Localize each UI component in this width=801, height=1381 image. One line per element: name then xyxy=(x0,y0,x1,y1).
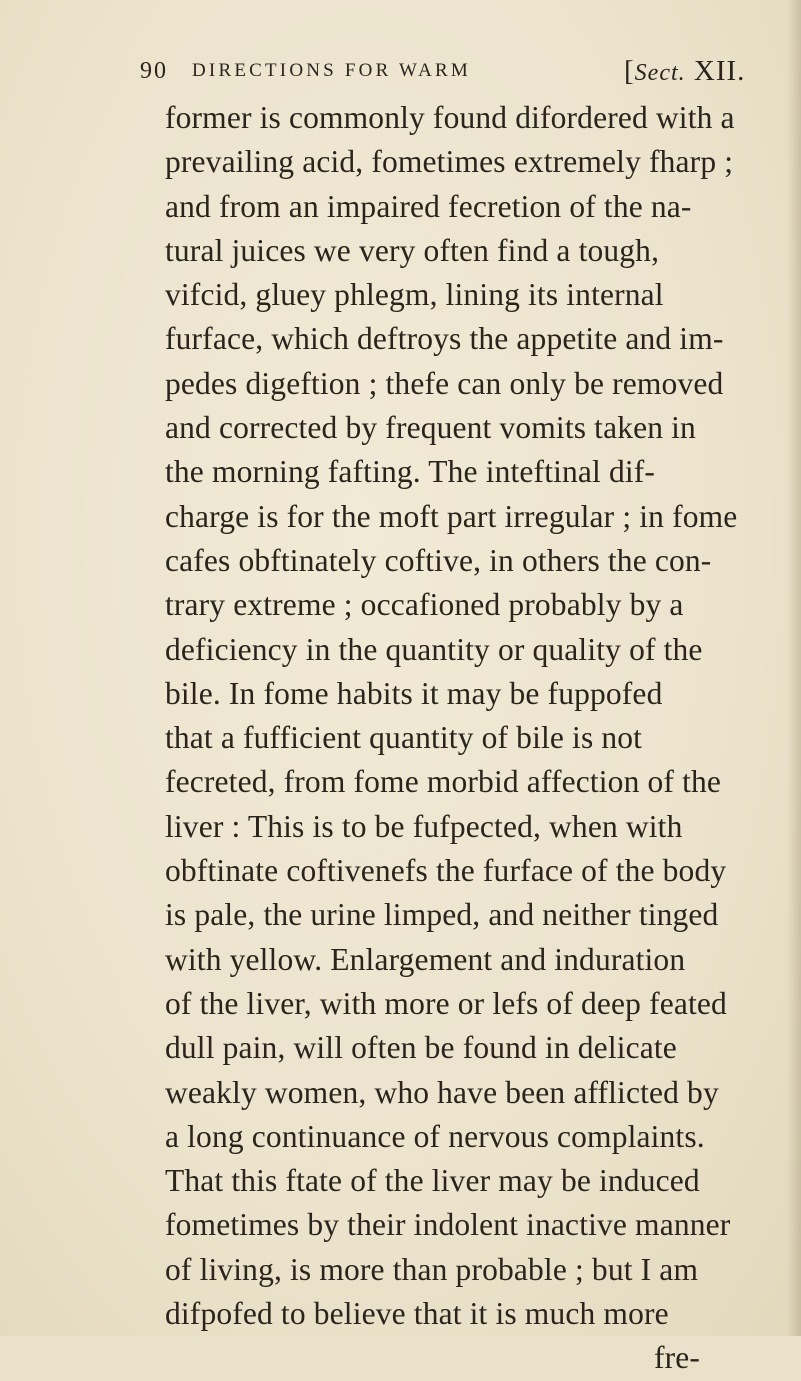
running-title: DIRECTIONS FOR WARM xyxy=(192,60,471,81)
section-bracket: [ xyxy=(624,55,635,87)
text-line: furface, which deftroys the appetite and im- xyxy=(165,321,724,357)
text-line: and from an impaired fecretion of the na- xyxy=(165,188,692,224)
text-line: bile. In fome habits it may be fuppofed xyxy=(165,675,663,711)
text-line: dull pain, will often be found in delicate xyxy=(165,1030,677,1066)
text-line: the morning fafting. The inteftinal dif- xyxy=(165,454,656,490)
text-line: liver : This is to be fufpected, when with xyxy=(165,808,683,844)
text-line: fecreted, from fome morbid affection of the xyxy=(165,764,722,800)
text-line: pedes digeftion ; thefe can only be removed xyxy=(165,365,724,401)
section-label xyxy=(624,55,745,88)
body-paragraph xyxy=(165,96,795,1381)
section-number: XII. xyxy=(685,55,746,87)
page-number: 90 xyxy=(140,58,168,84)
text-line: former is commonly found difordered with a xyxy=(165,100,735,135)
text-line: with yellow. Enlargement and induration xyxy=(165,941,686,977)
text-line: tural juices we very often find a tough, xyxy=(165,232,660,268)
text-line: of the liver, with more or lefs of deep feated xyxy=(165,985,727,1021)
text-line: prevailing acid, fometimes extremely fharp ; xyxy=(165,144,734,180)
text-line: is pale, the urine limped, and neither tinged xyxy=(165,897,719,933)
text-line: vifcid, gluey phlegm, lining its internal xyxy=(165,277,664,313)
section-abbrev: Sect. xyxy=(634,60,686,86)
text-line: weakly women, who have been afflicted by xyxy=(165,1074,719,1110)
text-line: charge is for the moft part irregular ; in fome xyxy=(165,498,738,534)
text-line: That this ftate of the liver may be induced xyxy=(165,1163,700,1199)
text-line: obftinate coftivenefs the furface of the body xyxy=(165,853,727,889)
text-line: and corrected by frequent vomits taken in xyxy=(165,410,696,446)
text-line: cafes obftinately coftive, in others the con- xyxy=(165,542,712,578)
text-line: that a fufficient quantity of bile is not xyxy=(165,720,643,756)
catchword: fre- xyxy=(653,1340,700,1376)
running-header xyxy=(140,55,771,98)
text-line: a long continuance of nervous complaints. xyxy=(165,1118,705,1154)
text-line: fometimes by their indolent inactive manner xyxy=(165,1207,731,1243)
text-line: deficiency in the quantity or quality of the xyxy=(165,631,703,667)
text-line: difpofed to believe that it is much more xyxy=(165,1296,669,1332)
text-line: of living, is more than probable ; but I am xyxy=(165,1251,699,1287)
text-line: trary extreme ; occafioned probably by a xyxy=(165,587,684,623)
